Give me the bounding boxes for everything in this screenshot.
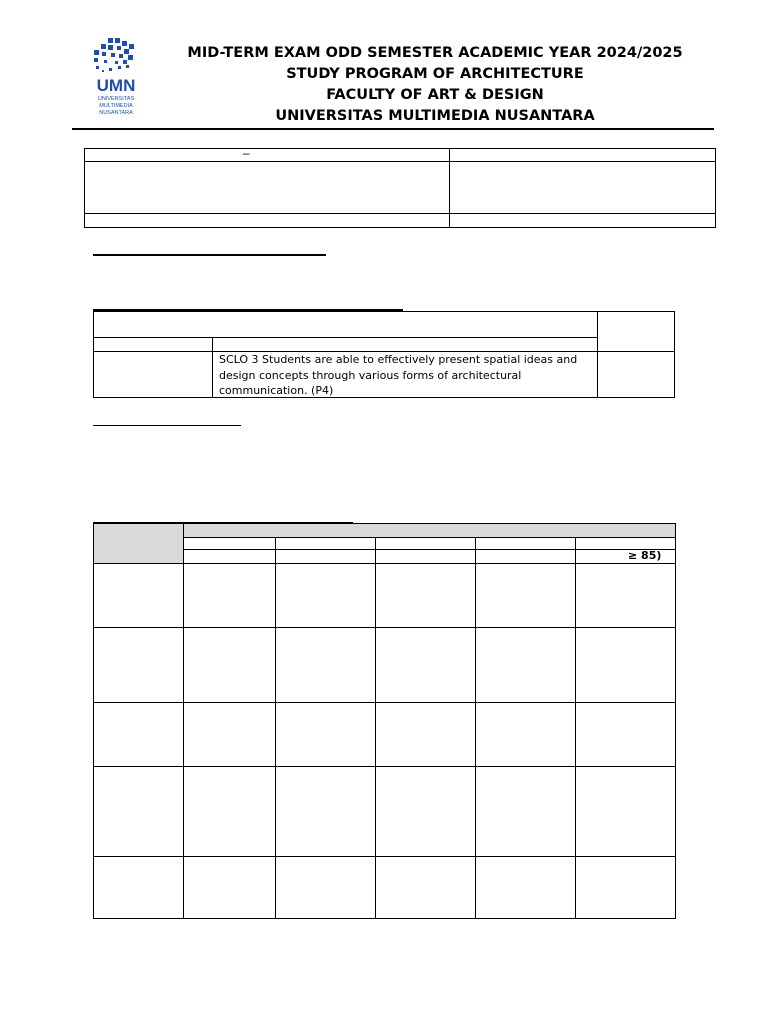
sclo-table-divider [597,311,598,398]
heading-underline [93,254,326,256]
heading-underline [93,425,241,426]
info-dash: – [243,146,250,160]
university-title: UNIVERSITAS MULTIMEDIA NUSANTARA [275,108,595,124]
sclo-table-divider [93,337,597,338]
logo-text: UMN [96,76,136,95]
rubric-divider [275,537,276,919]
logo-subtext-2: MULTIMEDIA [99,103,133,109]
sclo-table-divider [212,337,213,398]
info-table-divider [449,148,450,228]
info-table-divider [84,161,716,162]
rubric-divider [93,766,676,767]
logo-subtext-3: NUSANTARA [99,110,133,116]
rubric-divider [183,549,676,550]
rubric-divider [93,856,676,857]
rubric-divider [575,537,576,919]
top-score-label: ≥ 85) [628,549,662,562]
exam-title: MID-TERM EXAM ODD SEMESTER ACADEMIC YEAR 2024/2025 [187,45,683,61]
study-program-title: STUDY PROGRAM OF ARCHITECTURE [286,66,584,82]
rubric-divider [93,627,676,628]
rubric-divider [475,537,476,919]
rubric-divider [183,537,676,538]
rubric-divider [93,702,676,703]
rubric-divider [375,537,376,919]
sclo-description: SCLO 3 Students are able to effectively present spatial ideas and design concepts through various forms of architectural communication. (P4) [219,353,578,397]
faculty-title: FACULTY OF ART & DESIGN [326,87,544,103]
rubric-divider [183,523,184,919]
info-table [84,148,716,228]
rubric-table [93,523,676,919]
logo-subtext-1: UNIVERSITAS [97,96,135,102]
umn-logo [88,36,144,120]
info-table-divider [84,213,716,214]
rubric-divider [93,563,676,564]
header-rule [72,128,714,130]
